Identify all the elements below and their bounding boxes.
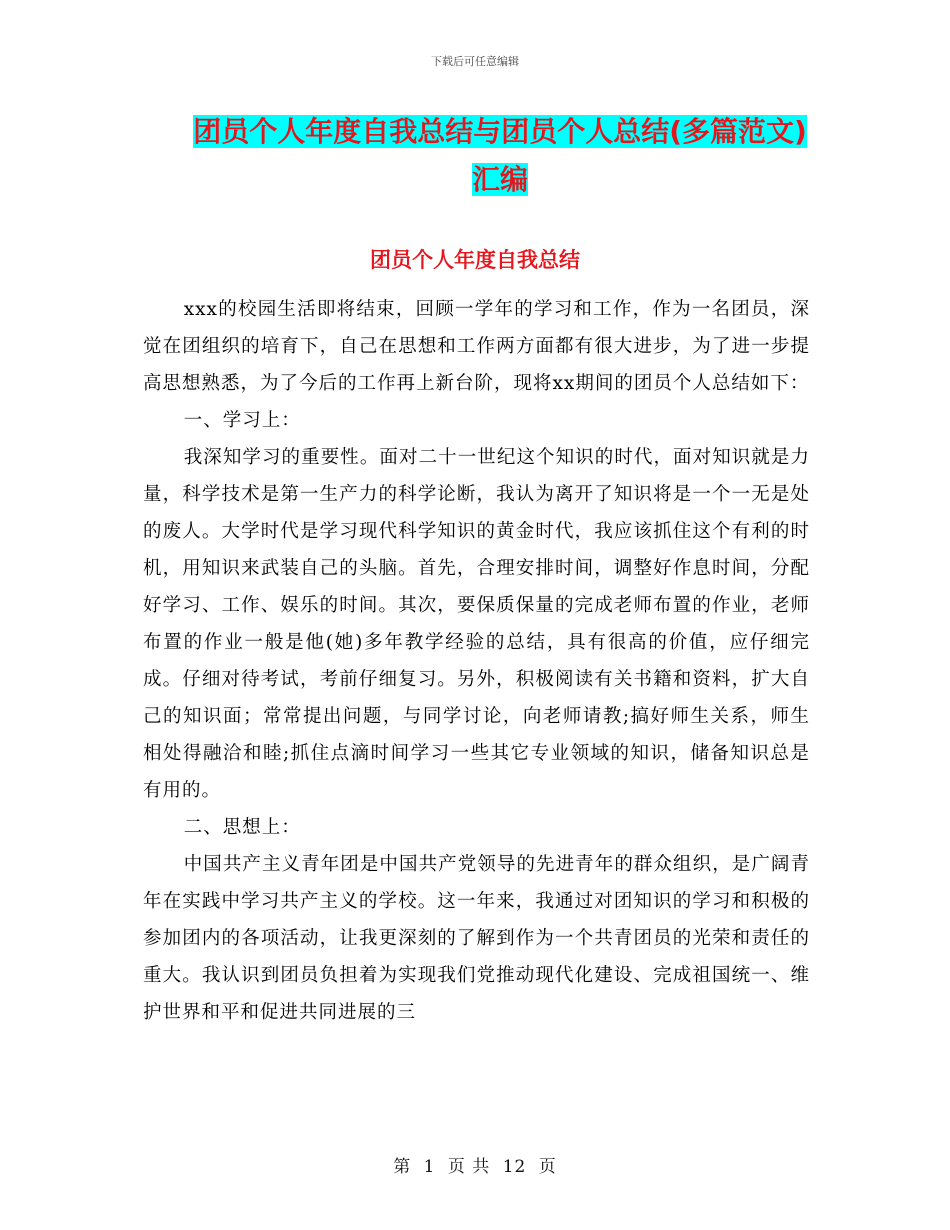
document-title-text: 团员个人年度自我总结与团员个人总结(多篇范文)汇编 — [193, 115, 807, 196]
paragraph-thought: 中国共产主义青年团是中国共产党领导的先进青年的群众组织，是广阔青年在实践中学习共产主义的学校。这一年来，我通过对团知识的学习和积极的参加团内的各项活动，让我更深刻的了解到作为一个共青团员的光荣和责任的重大。我认识到团员负担着为实现我们党推动现代化建设、完成祖国统一、维护世界和平和促进共同进展的三 — [143, 854, 810, 1023]
heading-study: 一、学习上： — [183, 410, 301, 431]
header-note: 下载后可任意编辑 — [431, 55, 519, 68]
document-body — [143, 291, 810, 1031]
heading-thought: 二、思想上： — [183, 817, 301, 838]
section-title: 团员个人年度自我总结 — [370, 248, 580, 272]
footer-prefix: 第 — [393, 1157, 412, 1177]
footer-middle: 页 共 — [447, 1157, 491, 1177]
document-title — [180, 108, 820, 204]
paragraph-study: 我深知学习的重要性。面对二十一世纪这个知识的时代，面对知识就是力量，科学技术是第一生产力的科学论断，我认为离开了知识将是一个一无是处的废人。大学时代是学习现代科学知识的黄金时代，我应该抓住这个有利的时机，用知识来武装自己的头脑。首先，合理安排时间，调整好作息时间，分配好学习、工作、娱乐的时间。其次，要保质保量的完成老师布置的作业，老师布置的作业一般是他(她)多年教学经验的总结，具有很高的价值，应仔细完成。仔细对待考试，考前仔细复习。另外，积极阅读有关书籍和资料，扩大自己的知识面；常常提出问题，与同学讨论，向老师请教;搞好师生关系，师生相处得融洽和睦;抓住点滴时间学习一些其它专业领域的知识，储备知识总是有用的。 — [143, 447, 810, 801]
footer-total-pages: 12 — [502, 1157, 527, 1177]
footer-suffix: 页 — [538, 1157, 557, 1177]
page-footer — [0, 1152, 950, 1177]
footer-page-number: 1 — [423, 1157, 436, 1177]
paragraph-intro: xxx的校园生活即将结束，回顾一学年的学习和工作，作为一名团员，深觉在团组织的培育下，自己在思想和工作两方面都有很大进步，为了进一步提高思想熟悉，为了今后的工作再上新台阶，现将xx期间的团员个人总结如下： — [143, 299, 810, 394]
